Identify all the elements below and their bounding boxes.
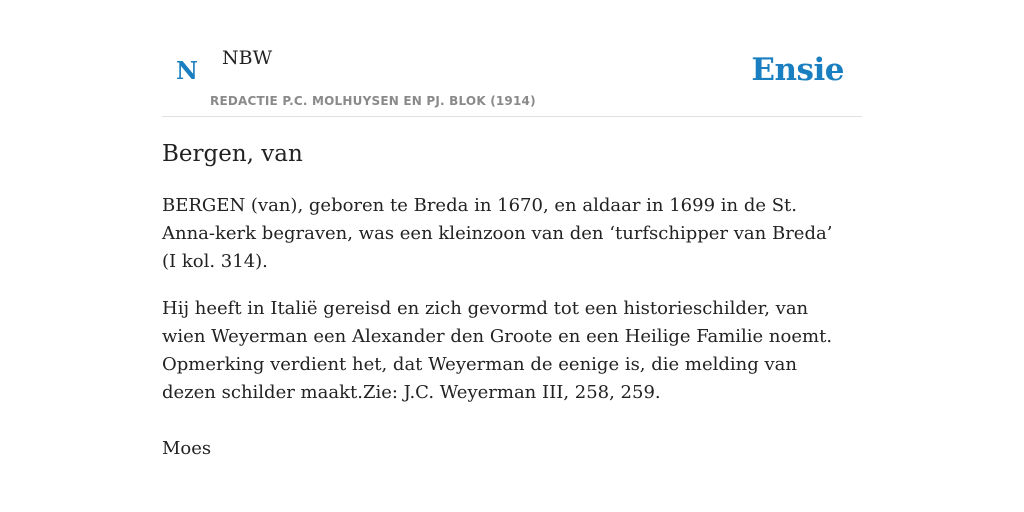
article [162, 138, 852, 463]
header [162, 0, 862, 117]
book-title-link[interactable]: NBW [222, 47, 273, 69]
brand-logo-link[interactable]: Ensie [751, 52, 844, 88]
article-paragraph: Hij heeft in Italië gereisd en zich gevormd tot een historieschilder, van wien Weyerman een Alexander den Groote en een Heilige Familie noemt. Opmerking verdient het, dat Weyerman de eenige is, die melding van dezen schilder maakt.Zie: J.C. Weyerman III, 258, 259. [162, 298, 833, 403]
article-title: Bergen, van [162, 141, 303, 167]
book-editors: REDACTIE P.C. MOLHUYSEN EN PJ. BLOK (1914) [210, 94, 536, 108]
article-paragraph: BERGEN (van), geboren te Breda in 1670, en aldaar in 1699 in de St. Anna-kerk begraven, was een kleinzoon van den ‘turfschipper van Breda’ (I kol. 314). [162, 195, 833, 272]
book-logo-icon[interactable]: N [176, 56, 198, 85]
article-author: Moes [162, 438, 212, 459]
